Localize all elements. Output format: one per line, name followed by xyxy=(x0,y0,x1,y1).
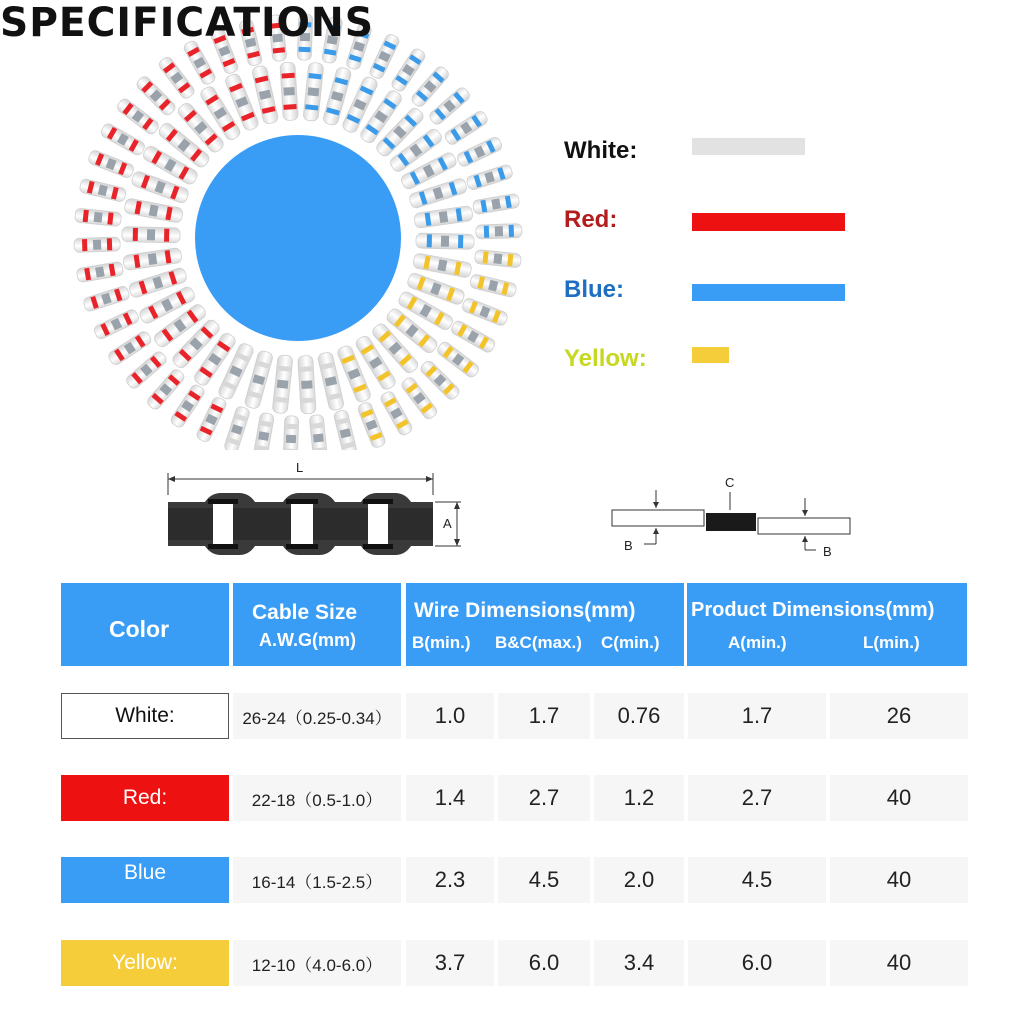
header-cable-size-label: Cable Size xyxy=(252,601,358,624)
wire-b-min-cell: 1.0 xyxy=(406,693,494,739)
solder-sleeve xyxy=(472,193,520,215)
header-wire-dimensions xyxy=(406,583,684,666)
header-prod-l-min: L(min.) xyxy=(863,633,920,652)
solder-sleeve xyxy=(469,273,517,297)
wire-bc-max-cell: 1.7 xyxy=(498,693,590,739)
solder-sleeve xyxy=(333,409,357,450)
solder-sleeve xyxy=(93,308,141,340)
solder-sleeve xyxy=(87,149,135,179)
solder-sleeve xyxy=(450,319,497,354)
header-wire-dimensions-label: Wire Dimensions(mm) xyxy=(414,599,636,622)
diameter-label: A xyxy=(443,516,452,531)
cable-size-cell: 16-14（1.5-2.5） xyxy=(233,857,401,903)
cable-size-cell: 12-10（4.0-6.0） xyxy=(233,940,401,986)
row-color-yellow: Yellow: xyxy=(61,940,229,986)
legend-swatch-blue xyxy=(692,284,845,301)
solder-sleeve xyxy=(416,233,474,249)
header-cable-size xyxy=(233,583,401,666)
prod-a-min-cell: 4.5 xyxy=(688,857,826,903)
solder-sleeve xyxy=(303,62,324,121)
solder-label: C xyxy=(725,475,735,490)
solder-sleeve xyxy=(466,164,514,191)
header-prod-a-min: A(min.) xyxy=(728,633,787,652)
header-wire-b-min: B(min.) xyxy=(412,633,471,652)
legend-swatch-white xyxy=(692,138,805,155)
row-color-red: Red: xyxy=(61,775,229,821)
solder-sleeve xyxy=(309,414,328,450)
cable-size-cell: 22-18（0.5-1.0） xyxy=(233,775,401,821)
solder-sleeve xyxy=(476,224,522,240)
row-color-white: White: xyxy=(61,693,229,739)
solder-sleeve xyxy=(283,416,299,450)
wire-b-min-cell: 1.4 xyxy=(406,775,494,821)
solder-sleeve xyxy=(357,401,387,449)
header-color xyxy=(61,583,229,666)
length-label: L xyxy=(296,460,304,475)
prod-a-min-cell: 6.0 xyxy=(688,940,826,986)
wire-c-min-cell: 1.2 xyxy=(594,775,684,821)
header-cable-size-sub: A.W.G(mm) xyxy=(259,630,356,650)
product-photo xyxy=(60,10,530,450)
wire-label-right: B xyxy=(823,544,832,559)
prod-l-min-cell: 40 xyxy=(830,940,968,986)
solder-sleeve xyxy=(253,412,275,450)
solder-sleeve xyxy=(74,237,120,253)
solder-sleeve xyxy=(182,39,217,86)
wire-c-min-cell: 2.0 xyxy=(594,857,684,903)
row-color-blue: Blue xyxy=(61,857,229,903)
solder-sleeve xyxy=(122,227,180,243)
solder-sleeve xyxy=(298,355,317,414)
solder-sleeve xyxy=(123,247,183,270)
wire-b-min-cell: 3.7 xyxy=(406,940,494,986)
solder-sleeve xyxy=(76,261,124,283)
solder-sleeve xyxy=(82,285,130,312)
solder-sleeve xyxy=(272,355,293,414)
solder-sleeve xyxy=(79,178,127,202)
solder-sleeve xyxy=(413,253,473,279)
legend-label-blue: Blue: xyxy=(564,276,624,303)
center-disc xyxy=(195,135,401,341)
prod-l-min-cell: 40 xyxy=(830,775,968,821)
legend-swatch-red xyxy=(692,213,845,231)
solder-sleeve xyxy=(414,205,474,228)
solder-sleeve xyxy=(456,136,504,168)
wire-c-min-cell: 0.76 xyxy=(594,693,684,739)
wire-bc-max-cell: 2.7 xyxy=(498,775,590,821)
wire-diagram xyxy=(600,470,870,565)
wire-bc-max-cell: 6.0 xyxy=(498,940,590,986)
wire-b-min-cell: 2.3 xyxy=(406,857,494,903)
solder-sleeve xyxy=(75,208,122,227)
cable-size-cell: 26-24（0.25-0.34） xyxy=(233,693,401,739)
solder-sleeve xyxy=(474,249,521,268)
header-product-dimensions-label: Product Dimensions(mm) xyxy=(691,599,935,621)
header-color-label: Color xyxy=(109,616,170,642)
prod-a-min-cell: 2.7 xyxy=(688,775,826,821)
header-wire-c-min: C(min.) xyxy=(601,633,660,652)
header-wire-bc-max: B&C(max.) xyxy=(495,633,582,652)
wire-c-min-cell: 3.4 xyxy=(594,940,684,986)
solder-sleeve xyxy=(280,62,299,121)
header-product-dimensions xyxy=(687,583,967,666)
legend-swatch-yellow xyxy=(692,347,729,363)
solder-sleeve xyxy=(99,122,146,157)
sleeve-diagram xyxy=(155,455,475,565)
wire-label-left: B xyxy=(624,538,633,553)
wire-bc-max-cell: 4.5 xyxy=(498,857,590,903)
solder-sleeve xyxy=(195,396,227,444)
solder-sleeve xyxy=(379,390,414,437)
legend-label-white: White: xyxy=(564,137,638,164)
solder-sleeve xyxy=(124,198,184,224)
solder-sleeve xyxy=(223,405,250,450)
legend-label-yellow: Yellow: xyxy=(564,345,647,372)
legend-label-red: Red: xyxy=(564,206,618,233)
prod-a-min-cell: 1.7 xyxy=(688,693,826,739)
page-title: SPECIFICATIONS xyxy=(0,0,374,46)
prod-l-min-cell: 40 xyxy=(830,857,968,903)
solder-sleeve xyxy=(461,297,509,327)
prod-l-min-cell: 26 xyxy=(830,693,968,739)
